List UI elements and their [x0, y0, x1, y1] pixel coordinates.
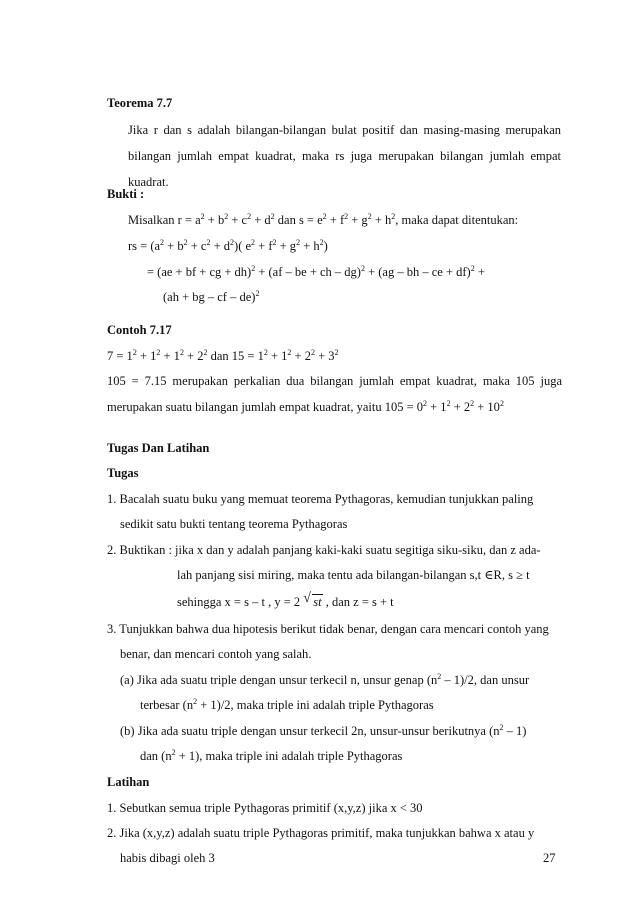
exercise-2-line-1: 2. Jika (x,y,z) adalah suatu triple Pythagoras primitif, maka tunjukkan bahwa x atau y: [107, 826, 535, 840]
exponent: 2: [437, 672, 442, 681]
exponent: 2: [470, 399, 475, 408]
task-2-line-3-post: , dan z = s + t: [322, 595, 394, 609]
task-3b-line-2: [140, 748, 402, 764]
text-segment: + 1: [160, 349, 180, 363]
proof-line-2: [128, 238, 328, 254]
exercise-2-line-2: habis dibagi oleh 3: [120, 851, 215, 865]
tugas-heading: Tugas: [107, 466, 139, 480]
text-segment: + h: [371, 213, 392, 227]
exercises-heading: Tugas Dan Latihan: [107, 441, 210, 455]
exponent: 2: [203, 348, 208, 357]
text-segment: dan (n: [140, 749, 172, 763]
text-segment: + 3: [314, 349, 335, 363]
text-segment: lah panjang sisi miring, maka tentu ada bilangan-bilangan s,t: [177, 568, 485, 582]
page-number: 27: [543, 851, 556, 865]
exponent: 2: [255, 289, 260, 298]
exponent: 2: [132, 348, 137, 357]
theorem-line-1: Jika r dan s adalah bilangan-bilangan bulat positif dan masing-masing merupakan: [128, 123, 561, 137]
exponent: 2: [319, 238, 324, 247]
task-3-line-2: benar, dan mencari contoh yang salah.: [120, 647, 312, 661]
text-segment: terbesar (n: [140, 698, 194, 712]
exponent: 2: [171, 748, 176, 757]
text-segment: + 10: [474, 400, 500, 414]
exponent: 2: [344, 212, 349, 221]
exponent: 2: [360, 264, 365, 273]
text-segment: + 1), maka triple ini adalah triple Pythagoras: [175, 749, 403, 763]
task-3a-line-1: [120, 672, 529, 688]
exponent: 2: [183, 238, 188, 247]
text-segment: (a) Jika ada suatu triple dengan unsur terkecil n, unsur genap (n: [120, 673, 438, 687]
square-root-radicand: st: [313, 595, 322, 609]
latihan-heading: Latihan: [107, 775, 150, 789]
exponent: 2: [499, 723, 504, 732]
text-segment: – 1): [503, 724, 527, 738]
task-3-line-1: 3. Tunjukkan bahwa dua hipotesis berikut tidak benar, dengan cara mencari contoh yang: [107, 622, 549, 636]
exponent: 2: [263, 348, 268, 357]
text-segment: (ah + bg – cf – de): [163, 290, 256, 304]
text-segment: + c: [228, 213, 248, 227]
text-segment: + 2: [183, 349, 204, 363]
exponent: 2: [272, 238, 277, 247]
text-segment: + d: [251, 213, 271, 227]
text-segment: dan s = e: [274, 213, 323, 227]
theorem-heading: Teorema 7.7: [107, 96, 173, 110]
exponent: 2: [179, 348, 184, 357]
exponent: 2: [193, 697, 198, 706]
text-segment: = (ae + bf + cg + dh): [147, 265, 252, 279]
exponent: 2: [160, 238, 165, 247]
exponent: 2: [230, 238, 235, 247]
text-segment: R, s: [493, 568, 517, 582]
text-segment: + 1: [267, 349, 288, 363]
math-symbol: ∈: [484, 568, 494, 582]
text-segment: )( e: [234, 239, 252, 253]
square-root-symbol: √ st: [303, 591, 322, 609]
exponent: 2: [322, 212, 327, 221]
text-segment: t: [522, 568, 530, 582]
text-segment: + c: [187, 239, 207, 253]
task-2-line-1: 2. Buktikan : jika x dan y adalah panjang kaki-kaki suatu segitiga siku-siku, dan z ada-: [107, 543, 541, 557]
text-segment: – 1)/2, dan unsur: [441, 673, 530, 687]
text-segment: + (af – be + ch – dg): [255, 265, 361, 279]
text-segment: merupakan suatu bilangan jumlah empat kuadrat, yaitu 105 = 0: [107, 400, 423, 414]
text-segment: (b) Jika ada suatu triple dengan unsur terkecil 2n, unsur-unsur berikutnya (n: [120, 724, 500, 738]
exponent: 2: [251, 238, 256, 247]
text-segment: + g: [276, 239, 297, 253]
theorem-line-3: kuadrat.: [128, 175, 169, 189]
exponent: 2: [251, 264, 256, 273]
task-1-line-1: 1. Bacalah suatu buku yang memuat teorema Pythagoras, kemudian tunjukkan paling: [107, 492, 534, 506]
exponent: 2: [224, 212, 229, 221]
exponent: 2: [287, 348, 292, 357]
text-segment: + f: [326, 213, 345, 227]
text-segment: + g: [348, 213, 368, 227]
text-segment: ): [323, 239, 328, 253]
math-symbol: ≥: [516, 568, 523, 582]
exponent: 2: [270, 212, 275, 221]
theorem-line-2: bilangan jumlah empat kuadrat, maka rs juga merupakan bilangan jumlah empat: [128, 149, 561, 163]
text-segment: +: [474, 265, 485, 279]
exponent: 2: [499, 399, 504, 408]
task-1-line-2: sedikit satu bukti tentang teorema Pythagoras: [120, 517, 348, 531]
text-segment: rs = (a: [128, 239, 161, 253]
text-segment: Misalkan r = a: [128, 213, 201, 227]
text-segment: + 2: [450, 400, 471, 414]
exponent: 2: [296, 238, 301, 247]
task-2-line-3: [177, 591, 394, 610]
proof-line-4: [163, 289, 259, 305]
text-segment: + h: [300, 239, 320, 253]
task-2-line-2: [177, 567, 530, 583]
text-segment: + 1: [136, 349, 157, 363]
task-3b-line-1: [120, 723, 526, 739]
exponent: 2: [391, 212, 396, 221]
task-3a-line-2: [140, 697, 434, 713]
example-line-1: [107, 348, 339, 364]
example-line-2: 105 = 7.15 merupakan perkalian dua bilangan jumlah empat kuadrat, maka 105 juga: [107, 374, 562, 388]
text-segment: + d: [210, 239, 231, 253]
exponent: 2: [446, 399, 451, 408]
exponent: 2: [423, 399, 427, 408]
example-heading: Contoh 7.17: [107, 323, 172, 337]
exponent: 2: [206, 238, 211, 247]
text-segment: + f: [255, 239, 273, 253]
text-segment: + (ag – bh – ce + df): [364, 265, 471, 279]
text-segment: , maka dapat ditentukan:: [395, 213, 519, 227]
text-segment: + 2: [291, 349, 311, 363]
exponent: 2: [310, 348, 315, 357]
proof-line-3: [147, 264, 485, 280]
exponent: 2: [156, 348, 161, 357]
example-line-3: [107, 399, 504, 415]
exponent: 2: [334, 348, 339, 357]
text-segment: + b: [164, 239, 184, 253]
exponent: 2: [200, 212, 205, 221]
text-segment: + 1: [427, 400, 447, 414]
text-segment: 7 = 1: [107, 349, 133, 363]
exponent: 2: [367, 212, 372, 221]
proof-line-1: [128, 212, 518, 228]
proof-heading: Bukti :: [107, 187, 145, 201]
task-2-line-3-pre: sehingga x = s – t , y = 2: [177, 595, 304, 609]
exponent: 2: [470, 264, 475, 273]
exercise-1: 1. Sebutkan semua triple Pythagoras primitif (x,y,z) jika x < 30: [107, 801, 423, 815]
exponent: 2: [247, 212, 252, 221]
text-segment: + b: [204, 213, 225, 227]
text-segment: dan 15 = 1: [207, 349, 264, 363]
text-segment: + 1)/2, maka triple ini adalah triple Pythagoras: [197, 698, 434, 712]
